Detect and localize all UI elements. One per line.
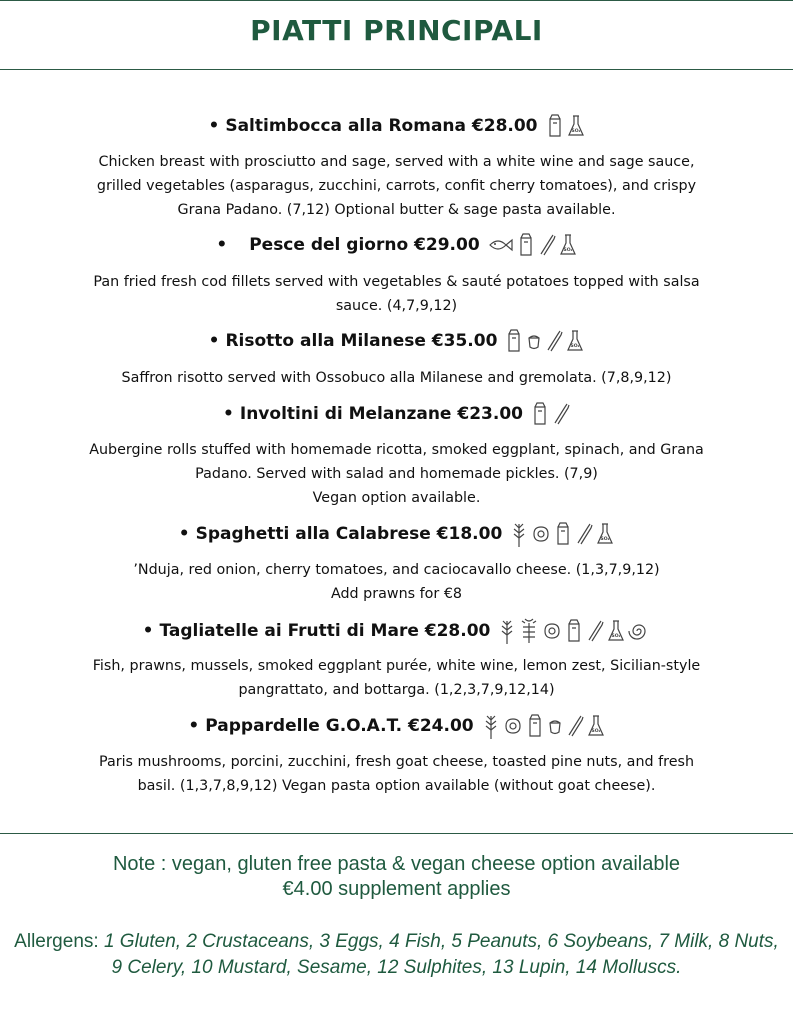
description-line: Pan fried fresh cod fillets served with vegetables & sauté potatoes topped with salsa <box>93 274 700 290</box>
egg-icon <box>503 714 523 738</box>
dish-name: Involtini di Melanzane €23.00 <box>239 404 523 424</box>
page-title: PIATTI PRINCIPALI <box>250 14 543 47</box>
description-line: Aubergine rolls stuffed with homemade ricotta, smoked eggplant, spinach, and Grana <box>89 442 704 458</box>
bullet: • <box>216 235 228 255</box>
fish-icon <box>488 235 514 255</box>
dish-description <box>60 654 733 702</box>
dish-name: Risotto alla Milanese €35.00 <box>225 331 498 351</box>
dish-title-risotto <box>0 329 793 353</box>
dish-description <box>60 438 733 510</box>
milk-icon <box>565 619 583 643</box>
allergen-icons <box>488 233 577 257</box>
bullet: • <box>208 116 220 136</box>
dish-name: Spaghetti alla Calabrese €18.00 <box>195 524 503 544</box>
allergen-icons <box>546 114 585 138</box>
svg-text:SO₂: SO₂ <box>563 248 573 253</box>
svg-text:SO₂: SO₂ <box>570 129 581 134</box>
note-line: Note : vegan, gluten free pasta & vegan cheese option available <box>112 853 681 875</box>
nuts-icon <box>526 329 542 353</box>
bullet: • <box>223 404 234 424</box>
bullet: • <box>188 716 200 736</box>
allergen-icons <box>498 617 650 645</box>
dish-title-saltimbocca <box>0 114 793 138</box>
milk-icon <box>526 714 544 738</box>
sulphites-icon <box>559 233 577 257</box>
allergens-legend <box>0 929 793 981</box>
nuts-icon <box>547 714 563 738</box>
description-line: Vegan option available. <box>312 490 481 506</box>
dish-name: Pesce del giorno €29.00 <box>249 235 480 255</box>
dish-title-pesce <box>0 233 793 257</box>
milk-icon <box>505 329 523 353</box>
dish-description <box>60 366 733 390</box>
celery-icon <box>586 619 604 643</box>
egg-icon <box>531 522 551 546</box>
milk-icon <box>517 233 535 257</box>
description-line: Chicken breast with prosciutto and sage, served with a white wine and sage sauce, <box>98 154 695 170</box>
dish-name: Pappardelle G.O.A.T. €24.00 <box>205 716 474 736</box>
description-line: Paris mushrooms, porcini, zucchini, fresh goat cheese, toasted pine nuts, and fresh <box>98 754 695 770</box>
top-rule <box>0 0 793 1</box>
allergens-list: 1 Gluten, 2 Crustaceans, 3 Eggs, 4 Fish, 5 Peanuts, 6 Soybeans, 7 Milk, 8 Nuts, <box>103 931 779 952</box>
sulphites-icon <box>607 619 625 643</box>
description-line: basil. (1,3,7,8,9,12) Vegan pasta option available (without goat cheese). <box>137 778 656 794</box>
celery-icon <box>566 714 584 738</box>
dish-title-involtini <box>0 402 793 426</box>
milk-icon <box>531 402 549 426</box>
allergen-icons <box>505 329 584 353</box>
svg-text:SO₂: SO₂ <box>600 537 610 542</box>
description-line: grilled vegetables (asparagus, zucchini, carrots, confit cherry tomatoes), and crispy <box>96 178 697 194</box>
description-line: Add prawns for €8 <box>330 586 463 602</box>
gluten-icon <box>482 712 500 740</box>
dish-description <box>60 150 733 222</box>
svg-text:SO₂: SO₂ <box>570 344 580 349</box>
footer-divider <box>0 833 793 834</box>
dish-description <box>60 558 733 606</box>
bullet: • <box>208 331 220 351</box>
note-line: €4.00 supplement applies <box>282 878 511 900</box>
header-divider <box>0 69 793 70</box>
gluten-icon <box>498 617 516 645</box>
celery-icon <box>552 402 570 426</box>
bullet: • <box>178 524 190 544</box>
description-line: ’Nduja, red onion, cherry tomatoes, and caciocavallo cheese. (1,3,7,9,12) <box>133 562 660 578</box>
allergens-list: 9 Celery, 10 Mustard, Sesame, 12 Sulphites, 13 Lupin, 14 Molluscs. <box>111 957 682 978</box>
dish-description <box>60 750 733 798</box>
description-line: sauce. (4,7,9,12) <box>335 298 458 314</box>
celery-icon <box>545 329 563 353</box>
crustacean-icon <box>519 617 539 645</box>
celery-icon <box>538 233 556 257</box>
gluten-icon <box>510 520 528 548</box>
sulphites-icon <box>587 714 605 738</box>
description-line: Saffron risotto served with Ossobuco alla Milanese and gremolata. (7,8,9,12) <box>121 370 672 386</box>
description-line: pangrattato, and bottarga. (1,2,3,7,9,12,14) <box>238 682 555 698</box>
bullet: • <box>142 621 154 641</box>
dish-title-pappardelle <box>0 712 793 740</box>
allergen-icons <box>531 402 570 426</box>
dish-title-spaghetti <box>0 520 793 548</box>
allergen-icons <box>510 520 614 548</box>
milk-icon <box>546 114 564 138</box>
allergens-label: Allergens: <box>14 931 104 952</box>
milk-icon <box>554 522 572 546</box>
description-line: Padano. Served with salad and homemade pickles. (7,9) <box>195 466 598 482</box>
dish-name: Saltimbocca alla Romana €28.00 <box>225 116 538 136</box>
egg-icon <box>542 619 562 643</box>
note <box>0 852 793 902</box>
allergen-icons <box>482 712 605 740</box>
mollusc-icon <box>628 619 650 643</box>
description-line: Fish, prawns, mussels, smoked eggplant purée, white wine, lemon zest, Sicilian-style <box>92 658 701 674</box>
sulphites-icon <box>567 114 585 138</box>
svg-text:SO₂: SO₂ <box>611 634 621 639</box>
dish-description <box>60 270 733 318</box>
dish-name: Tagliatelle ai Frutti di Mare €28.00 <box>159 621 491 641</box>
svg-text:SO₂: SO₂ <box>591 729 601 734</box>
celery-icon <box>575 522 593 546</box>
sulphites-icon <box>566 329 584 353</box>
sulphites-icon <box>596 522 614 546</box>
description-line: Grana Padano. (7,12) Optional butter & sage pasta available. <box>177 202 616 218</box>
dish-title-tagliatelle <box>0 617 793 645</box>
